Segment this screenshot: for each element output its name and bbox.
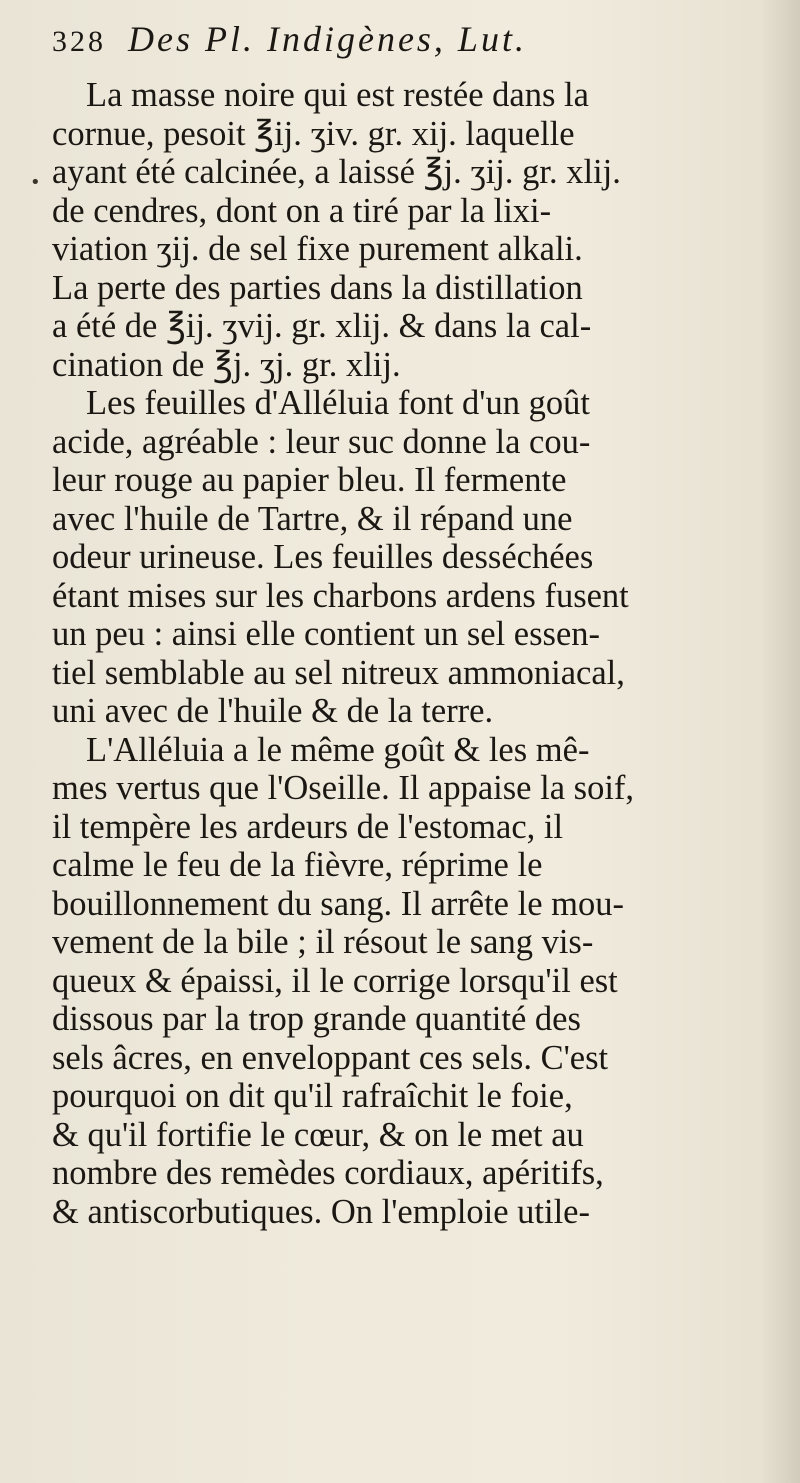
text-line: sels âcres, en enveloppant ces sels. C'est	[52, 1038, 609, 1077]
text-line: nombre des remèdes cordiaux, apéritifs,	[52, 1154, 604, 1192]
text-line: uni avec de l'huile & de la terre.	[52, 692, 494, 730]
text-line: & antiscorbutiques. On l'emploie utile-	[52, 1192, 590, 1231]
text-line: viation ʒij. de sel fixe purement alkali.	[52, 230, 583, 268]
text-line: vement de la bile ; il résout le sang vis-	[52, 923, 594, 961]
page-body-text	[52, 76, 772, 1231]
text-line: leur rouge au papier bleu. Il fermente	[52, 461, 567, 499]
text-line: odeur urineuse. Les feuilles desséchées	[52, 538, 594, 576]
text-line: La masse noire qui est restée dans la	[86, 76, 589, 114]
text-line: Les feuilles d'Alléluia font d'un goût	[86, 384, 590, 422]
text-line: mes vertus que l'Oseille. Il appaise la soif,	[52, 769, 635, 807]
text-line: avec l'huile de Tartre, & il répand une	[52, 499, 573, 538]
text-line: un peu : ainsi elle contient un sel essen-	[52, 615, 601, 653]
text-line: étant mises sur les charbons ardens fusent	[52, 576, 629, 615]
text-line: pourquoi on dit qu'il rafraîchit le foie,	[52, 1077, 573, 1115]
running-head-title: Des Pl. Indigènes, Lut.	[128, 19, 527, 59]
text-line: acide, agréable : leur suc donne la cou-	[52, 422, 591, 461]
margin-mark: •	[30, 172, 41, 193]
text-line: de cendres, dont on a tiré par la lixi-	[52, 191, 552, 230]
text-line: & qu'il fortifie le cœur, & on le met au	[52, 1115, 584, 1154]
text-line: tiel semblable au sel nitreux ammoniacal,	[52, 653, 625, 692]
text-line: L'Alléluia a le même goût & les mê-	[86, 730, 590, 769]
text-line: calme le feu de la fièvre, réprime le	[52, 846, 543, 884]
text-line: il tempère les ardeurs de l'estomac, il	[52, 807, 564, 846]
text-line: queux & épaissi, il le corrige lorsqu'il est	[52, 961, 618, 1000]
text-line: a été de ℥ij. ʒvij. gr. xlij. & dans la cal-	[52, 307, 592, 345]
text-line: dissous par la trop grande quantité des	[52, 1000, 581, 1038]
page-number: 328	[52, 25, 106, 58]
text-line: bouillonnement du sang. Il arrête le mou-	[52, 884, 624, 923]
text-line: cornue, pesoit ℥ij. ʒiv. gr. xij. laquelle	[52, 114, 575, 153]
running-header	[52, 18, 752, 78]
text-line: La perte des parties dans la distillation	[52, 268, 583, 307]
text-line: ayant été calcinée, a laissé ℥j. ʒij. gr. xlij.	[52, 153, 621, 191]
text-line: cination de ℥j. ʒj. gr. xlij.	[52, 345, 401, 384]
